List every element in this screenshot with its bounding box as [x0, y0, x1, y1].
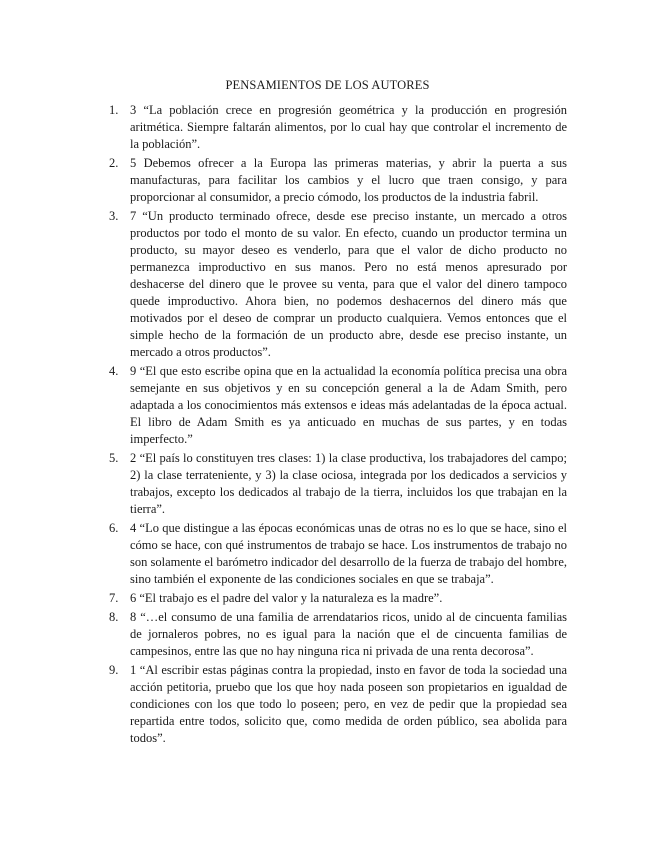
page-title: PENSAMIENTOS DE LOS AUTORES: [225, 78, 430, 92]
list-item: [109, 520, 567, 588]
item-text: 4 “Lo que distingue a las épocas económicas unas de otras no es lo que se hace, sino el cómo se hace, con qué instrumentos de trabajo se hace. Los instrumentos de trabajo no son solamente el barómetro indicador del desarrollo de la fuerza de trabajo del hombre, sino también el exponente de las condiciones sociales en que se trabaja”.: [130, 521, 567, 586]
item-number: 5.: [109, 451, 119, 465]
item-text: 8 “…el consumo de una familia de arrendatarios ricos, unido al de cincuenta familias de jornaleros pobres, no es igual para la nación que el de cincuenta familias de campesinos, entre las que no hay ninguna rica ni privada de una renta decorosa”.: [130, 610, 567, 658]
list-item: [109, 450, 567, 518]
item-text: 3 “La población crece en progresión geométrica y la producción en progresión aritmética. Siempre faltarán alimentos, por lo cual hay que controlar el incremento de la población”.: [130, 103, 567, 151]
list-item: [109, 208, 567, 361]
item-text: 2 “El país lo constituyen tres clases: 1) la clase productiva, los trabajadores del campo; 2) la clase terrateniente, y 3) la clase ociosa, integrada por los dedicados a servicios y trabajos, excepto los dedicados al trabajo de la tierra, incluidos los que trabajan en la tierra”.: [130, 451, 567, 516]
list-item: [109, 363, 567, 448]
item-number: 1.: [109, 103, 119, 117]
list-item: [109, 590, 567, 607]
item-number: 9.: [109, 663, 119, 677]
item-number: 4.: [109, 364, 119, 378]
list-item: [109, 662, 567, 747]
item-text: 9 “El que esto escribe opina que en la actualidad la economía política precisa una obra semejante en sus objetivos y en su concepción general a la de Adam Smith, pero adaptada a los conocimientos más extensos e ideas más adelantadas de la época actual. El libro de Adam Smith es ya anticuado en muchas de sus partes, y en todas imperfecto.”: [130, 364, 567, 446]
item-number: 2.: [109, 156, 119, 170]
item-number: 6.: [109, 521, 119, 535]
item-number: 7.: [109, 591, 119, 605]
item-text: 1 “Al escribir estas páginas contra la propiedad, insto en favor de toda la sociedad una acción petitoria, pruebo que los que hoy nada poseen son propietarios en igualdad de condiciones con los que todo lo poseen; pero, en vez de pedir que la propiedad sea repartida entre todos, solicito que, como medida de orden público, sea abolida para todos”.: [130, 663, 567, 745]
list-item: [109, 609, 567, 660]
item-text: 5 Debemos ofrecer a la Europa las primeras materias, y abrir la puerta a sus manufacturas, para facilitar los cambios y el lucro que traen consigo, y para proporcionar al consumidor, a precio cómodo, los productos de la industria fabril.: [130, 156, 567, 204]
list-item: [109, 102, 567, 153]
item-number: 3.: [109, 209, 119, 223]
quotes-list: [109, 102, 567, 749]
item-text: 6 “El trabajo es el padre del valor y la naturaleza es la madre”.: [130, 591, 443, 605]
item-number: 8.: [109, 610, 119, 624]
item-text: 7 “Un producto terminado ofrece, desde ese preciso instante, un mercado a otros productos por todo el monto de su valor. En efecto, cuando un productor termina un producto, su mayor deseo es venderlo, para que el valor de dicho producto no permanezca improductivo en sus manos. Pero no está menos apresurado por deshacerse del dinero que le provee su venta, para que el valor del dinero tampoco quede improductivo. Ahora bien, no podemos deshacernos del dinero más que motivados por el deseo de comprar un producto cualquiera. Vemos entonces que el simple hecho de la formación de un producto abre, desde ese preciso instante, un mercado a otros productos”.: [130, 209, 567, 359]
list-item: [109, 155, 567, 206]
